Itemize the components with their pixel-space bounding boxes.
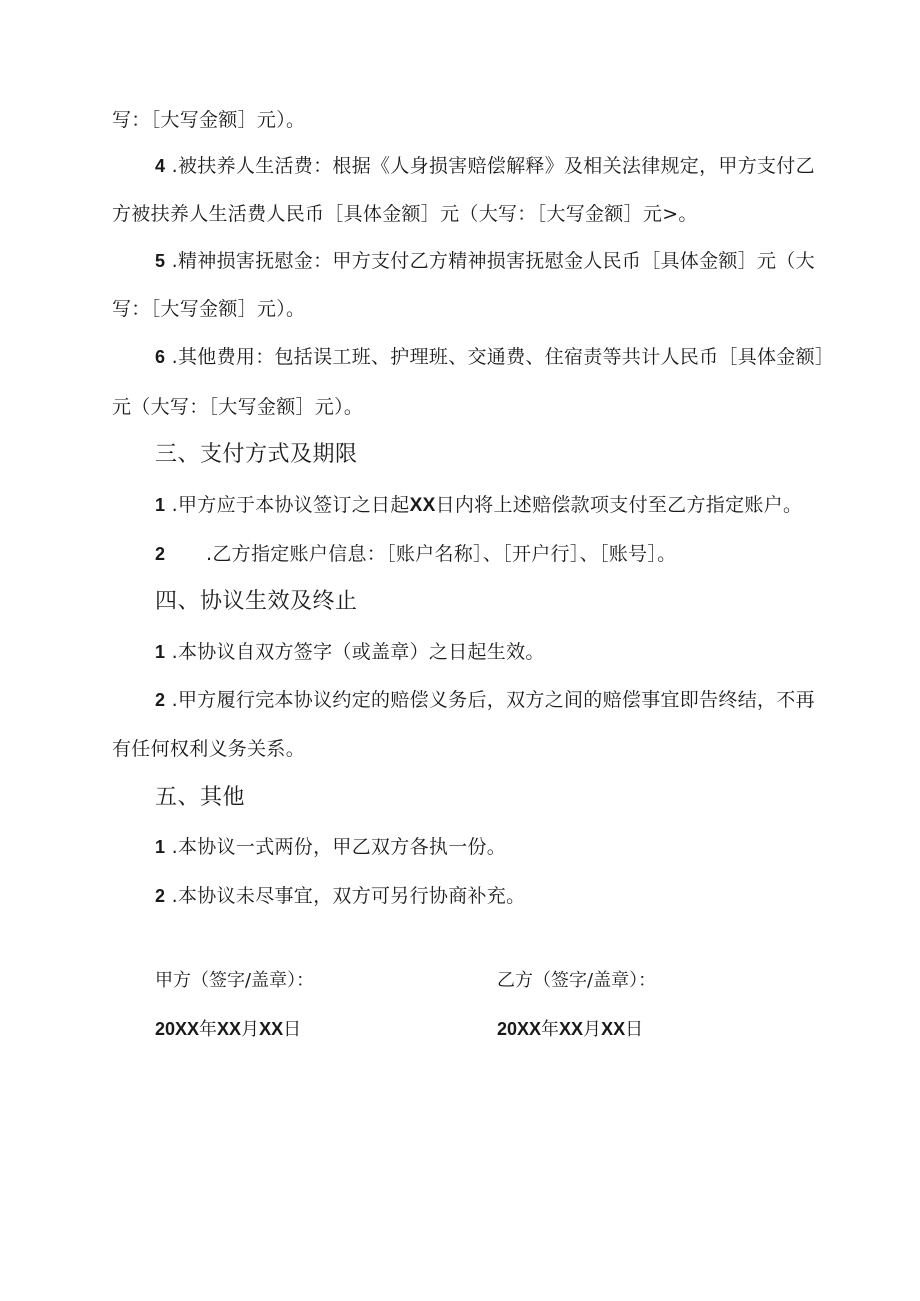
party-b-date <box>497 1015 643 1044</box>
item6-line1 <box>155 343 855 371</box>
party-b-year-suffix: 年 <box>541 1019 560 1040</box>
item6-text: .其他费用：包括误工班、护理班、交通费、住宿责等共计人民币［具体金额］ <box>171 346 835 368</box>
section-heading-payment: 三、支付方式及期限 <box>155 442 358 467</box>
effect-item2-line2: 有任何权利义务关系。 <box>112 738 306 760</box>
party-b-signature-label: 乙方（签字/盖章）： <box>497 970 657 991</box>
item4-line1 <box>155 152 855 180</box>
section-heading-effect: 四、协议生效及终止 <box>155 589 358 614</box>
payment-item1-days: XX <box>409 495 436 516</box>
item4-text: .被扶养人生活费：根据《人身损害赔偿解释》及相关法律规定，甲方支付乙 <box>171 155 815 177</box>
party-b-day-suffix: 日 <box>625 1019 644 1040</box>
effect-item2-number: 2 <box>155 690 166 710</box>
other-item1-text: .本协议一式两份，甲乙双方各执一份。 <box>171 836 507 858</box>
party-b-day: XX <box>601 1019 626 1039</box>
item5-line1 <box>155 247 855 275</box>
item5-text: .精神损害抚慰金：甲方支付乙方精神损害抚慰金人民币［具体金额］元（大 <box>171 250 815 272</box>
item3-tail: 写：［大写金额］元）。 <box>112 109 306 131</box>
item5-number: 5 <box>155 251 166 271</box>
party-a-signature-label: 甲方（签字/盖章）： <box>155 970 315 991</box>
other-item2 <box>155 882 855 910</box>
payment-item1-text-post: 日内将上述赔偿款项支付至乙方指定账户。 <box>435 494 803 516</box>
party-a-day: XX <box>259 1019 284 1039</box>
effect-item1 <box>155 638 855 666</box>
party-a-month-suffix: 月 <box>241 1019 260 1040</box>
item4-number: 4 <box>155 156 166 176</box>
party-a-year-suffix: 年 <box>199 1019 218 1040</box>
payment-item1-text-pre: .甲方应于本协议签订之日起 <box>171 494 410 516</box>
other-item2-text: .本协议未尽事宜，双方可另行协商补充。 <box>171 885 526 907</box>
party-a-year: 20XX <box>155 1019 200 1039</box>
party-a-day-suffix: 日 <box>283 1019 302 1040</box>
effect-item1-text: .本协议自双方签字（或盖章）之日起生效。 <box>171 641 545 663</box>
payment-item1-number: 1 <box>155 495 166 515</box>
item6-line2: 元（大写：［大写金额］元）。 <box>112 396 364 418</box>
payment-item2-text: .乙方指定账户信息：［账户名称］、［开户行］、［账号］。 <box>206 543 677 565</box>
effect-item2-text: .甲方履行完本协议约定的赔偿义务后，双方之间的赔偿事宜即告终结，不再 <box>171 689 815 711</box>
payment-item2 <box>155 540 855 568</box>
effect-item2-line1 <box>155 686 855 714</box>
other-item1 <box>155 833 855 861</box>
item4-line2: 方被扶养人生活费人民币［具体金额］元（大写：［大写金额］元>。 <box>112 203 698 225</box>
party-b-month-suffix: 月 <box>583 1019 602 1040</box>
section-heading-other: 五、其他 <box>155 785 246 810</box>
payment-item1 <box>155 491 855 520</box>
other-item2-number: 2 <box>155 886 166 906</box>
party-b-month: XX <box>559 1019 584 1039</box>
item5-line2: 写：［大写金额］元）。 <box>112 298 306 320</box>
payment-item2-number: 2 <box>155 544 166 564</box>
party-a-date <box>155 1015 301 1044</box>
other-item1-number: 1 <box>155 837 166 857</box>
party-b-year: 20XX <box>497 1019 542 1039</box>
item6-number: 6 <box>155 347 166 367</box>
party-a-month: XX <box>217 1019 242 1039</box>
effect-item1-number: 1 <box>155 642 166 662</box>
